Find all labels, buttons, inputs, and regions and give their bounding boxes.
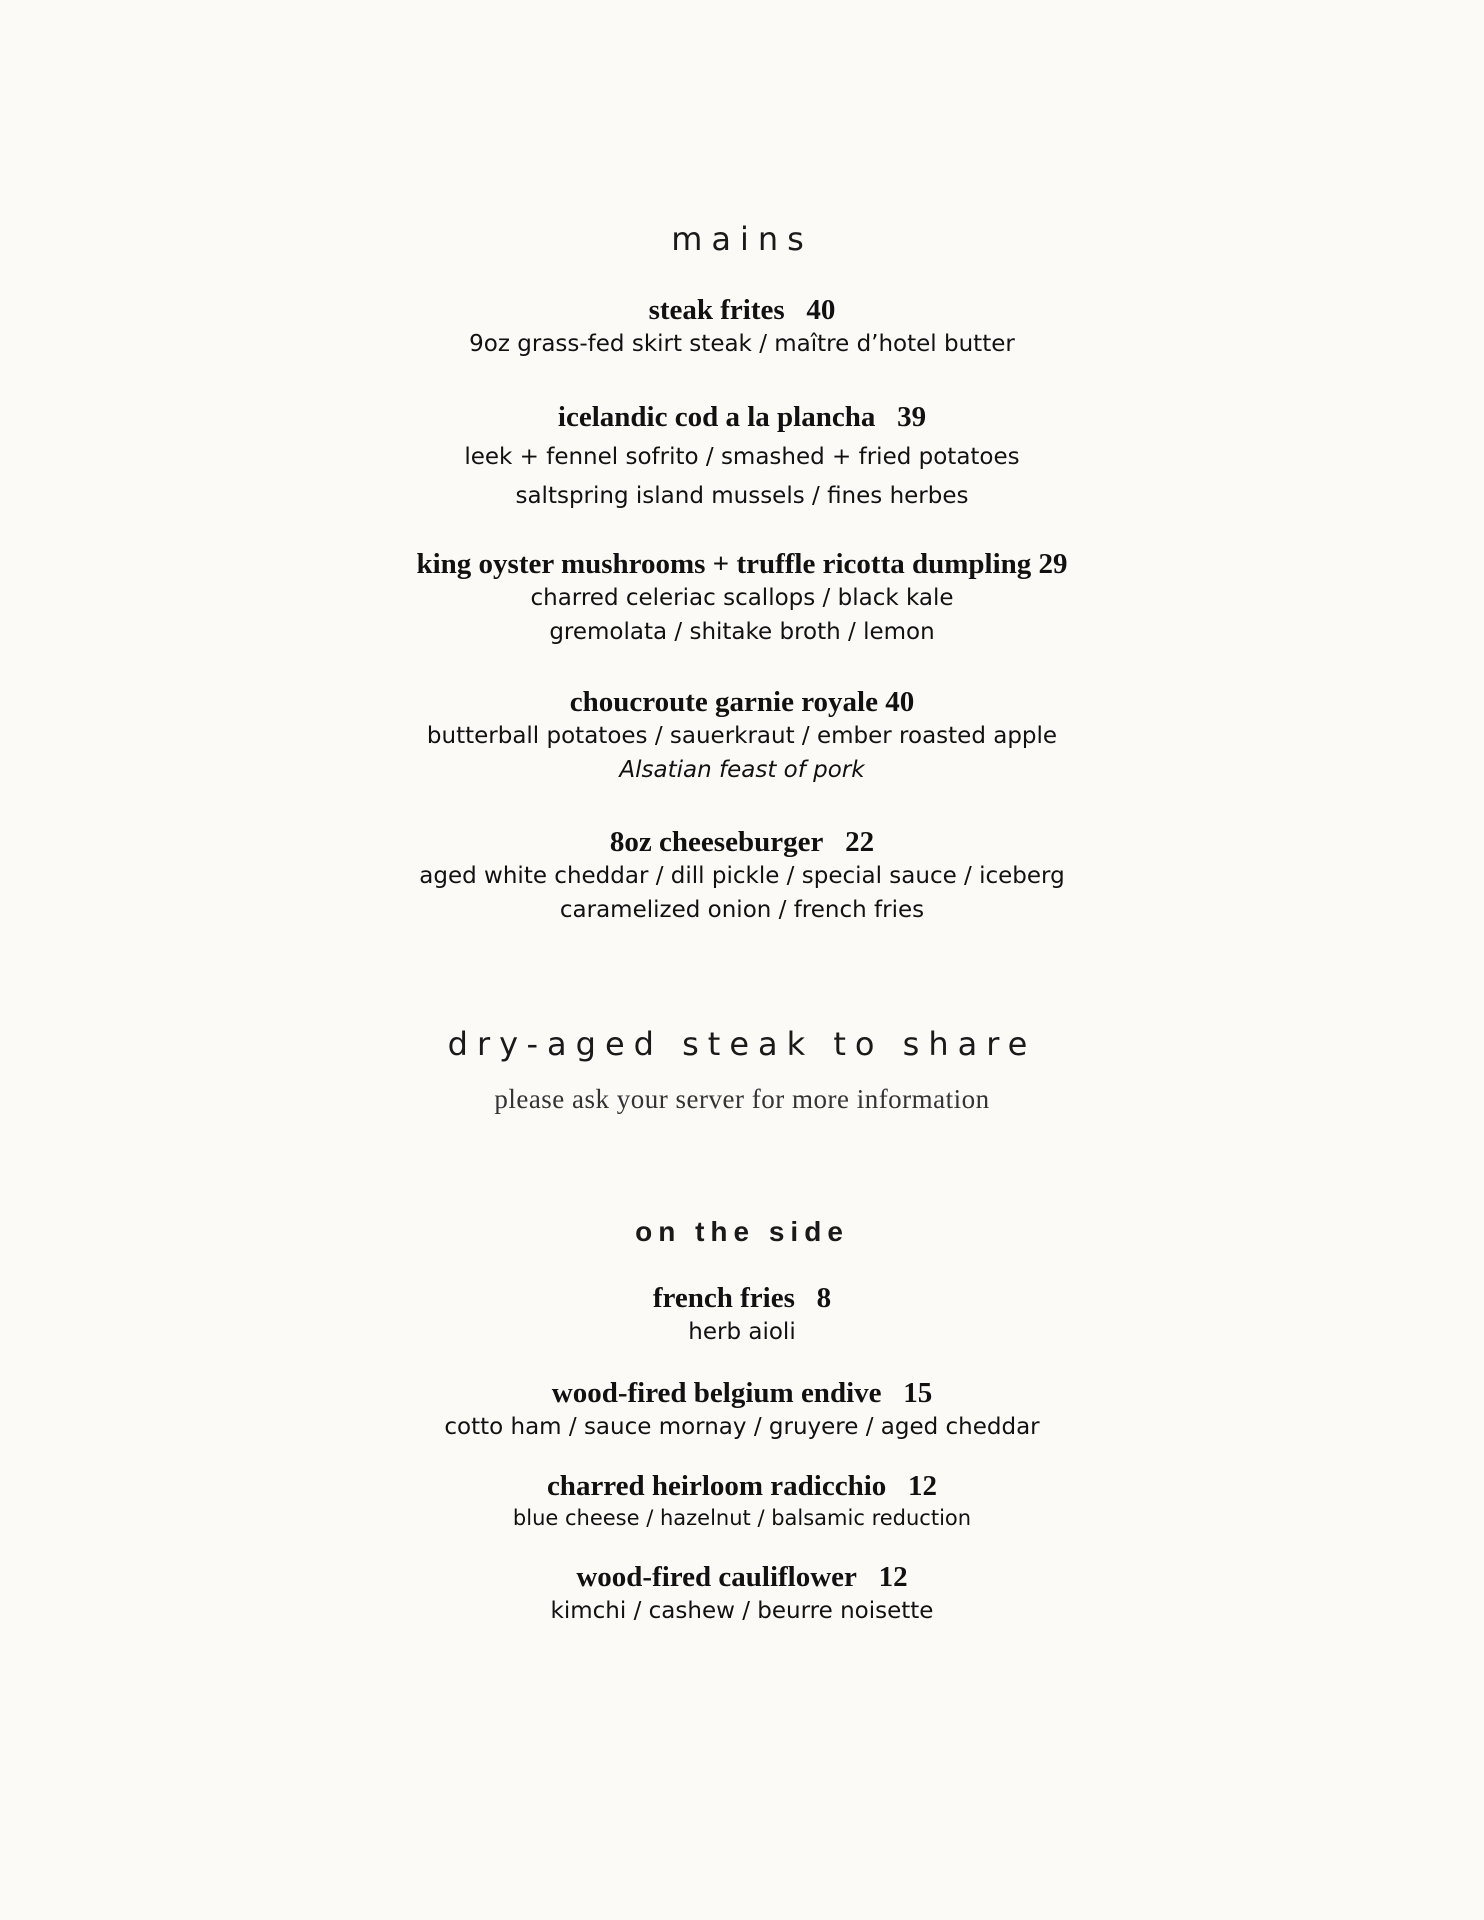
item-description: leek + fennel sofrito / smashed + fried potatoes [464,444,1020,470]
item-description: aged white cheddar / dill pickle / special sauce / iceberg [419,863,1065,889]
item-price: 40 [806,294,836,326]
menu-item-icelandic-cod [0,400,1484,516]
menu-item-steak-frites [0,293,1484,361]
menu-item-choucroute-garnie-royale [0,685,1484,787]
item-name: wood-fired cauliflower [576,1561,857,1593]
menu-item-8oz-cheeseburger [0,825,1484,927]
item-description: kimchi / cashew / beurre noisette [550,1598,934,1624]
item-price: 40 [885,686,915,718]
item-description: butterball potatoes / sauerkraut / ember roasted apple [426,723,1058,749]
item-description: saltspring island mussels / fines herbes [515,483,969,509]
item-name: icelandic cod a la plancha [557,401,876,433]
item-price: 39 [897,401,927,433]
side-item-cauliflower [0,1560,1484,1628]
item-description: herb aioli [688,1319,796,1345]
item-description: caramelized onion / french fries [559,897,925,923]
item-name: steak frites [648,294,785,326]
steak-share-note: please ask your server for more information [494,1084,990,1114]
item-description: cotto ham / sauce mornay / gruyere / aged cheddar [444,1414,1040,1440]
item-description: blue cheese / hazelnut / balsamic reduction [512,1506,972,1530]
item-price: 12 [908,1470,938,1502]
item-description: 9oz grass-fed skirt steak / maître d’hotel butter [469,331,1015,357]
item-name: french fries [652,1282,795,1314]
item-description: gremolata / shitake broth / lemon [549,619,935,645]
item-price: 8 [816,1282,832,1314]
item-name: choucroute garnie royale [569,686,878,718]
menu-item-king-oyster-mushrooms [0,547,1484,649]
side-item-french-fries [0,1281,1484,1349]
item-name: charred heirloom radicchio [546,1470,887,1502]
item-price: 29 [1038,548,1068,580]
item-description: charred celeriac scallops / black kale [530,585,954,611]
item-name: 8oz cheeseburger [609,826,824,858]
item-description: Alsatian feast of pork [619,757,865,783]
side-item-belgium-endive [0,1376,1484,1444]
steak-share-heading: dry-aged steak to share [447,1025,1037,1063]
item-name: wood-fired belgium endive [551,1377,882,1409]
item-price: 12 [878,1561,908,1593]
sides-heading: on the side [635,1216,849,1247]
item-price: 15 [903,1377,933,1409]
item-name: king oyster mushrooms + truffle ricotta dumpling [416,548,1032,580]
side-item-heirloom-radicchio [0,1469,1484,1533]
mains-heading: mains [671,220,813,258]
item-price: 22 [845,826,875,858]
